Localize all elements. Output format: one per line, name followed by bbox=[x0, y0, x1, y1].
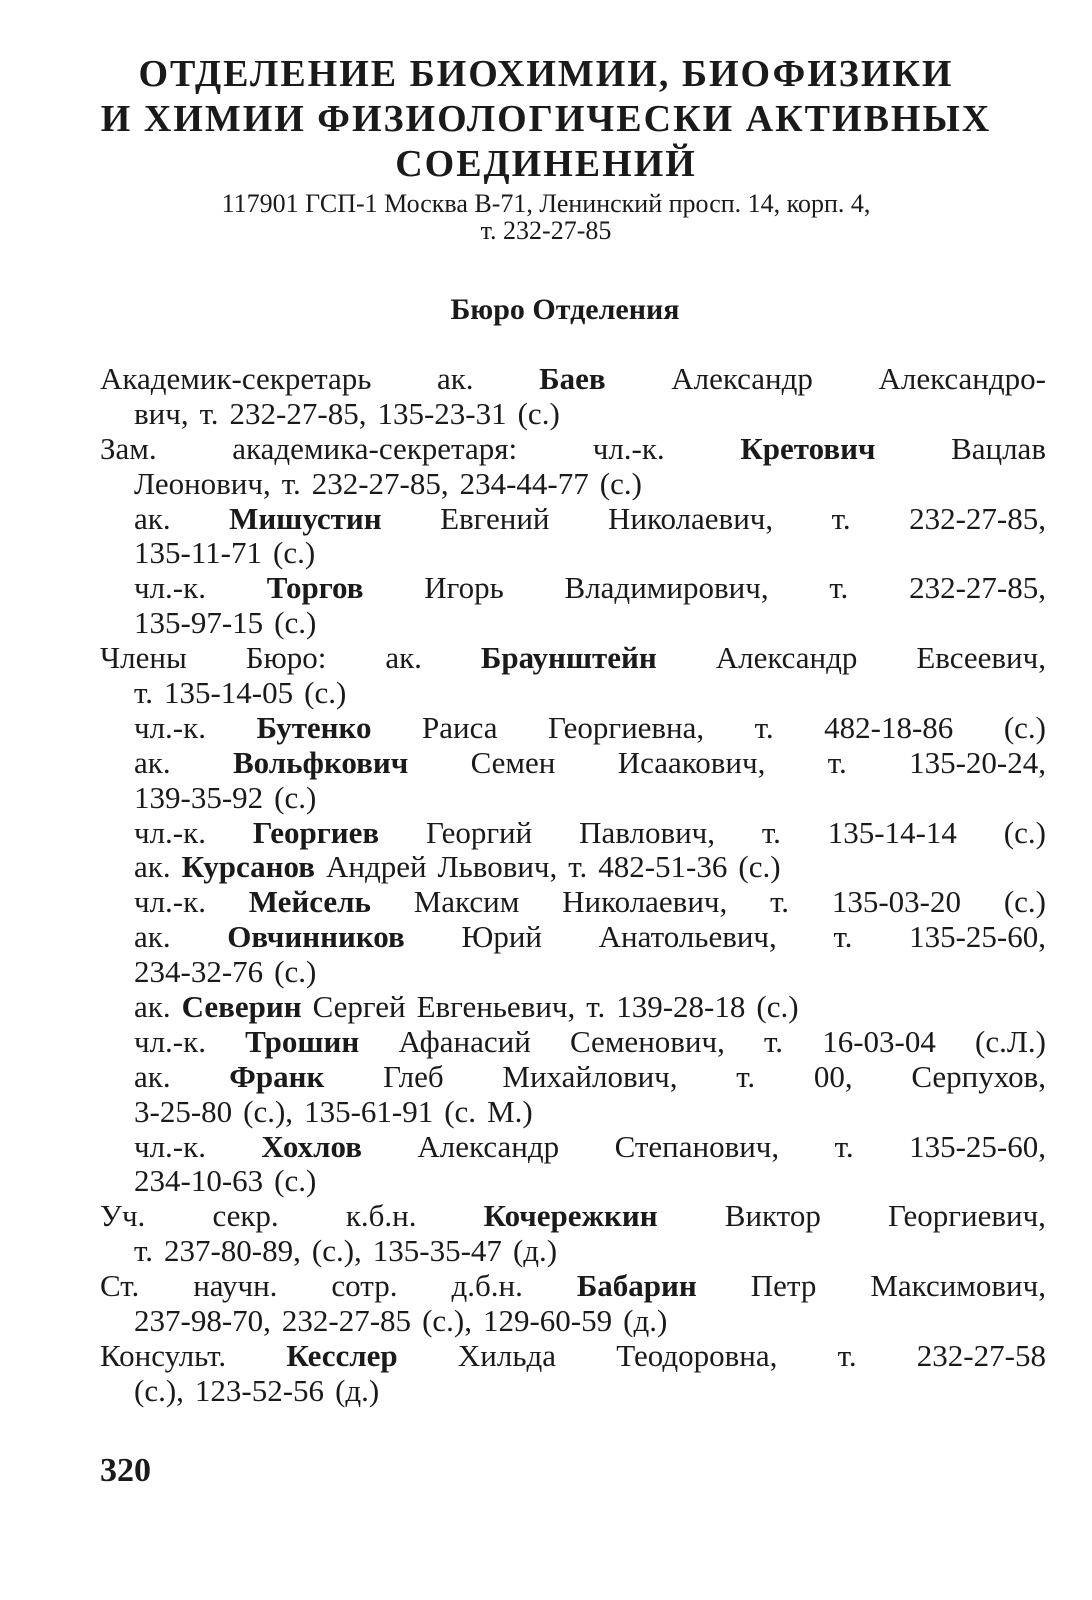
word: М.) bbox=[487, 1093, 533, 1129]
text-line bbox=[100, 1304, 1046, 1339]
person-surname: Франк bbox=[229, 1058, 325, 1094]
person-surname: Кочережкин bbox=[483, 1198, 658, 1234]
person-surname: Мишустин bbox=[229, 500, 382, 536]
text-line bbox=[100, 746, 1046, 781]
word: Раиса bbox=[422, 709, 498, 745]
word: (с.), bbox=[134, 1372, 184, 1408]
word: Семенович, bbox=[570, 1023, 725, 1059]
word: чл.-к. bbox=[134, 884, 206, 920]
word: ак. bbox=[134, 744, 171, 780]
text-line bbox=[100, 467, 1046, 502]
word: Академик-секретарь bbox=[100, 361, 372, 396]
word: чл.-к. bbox=[134, 709, 206, 745]
word: Глеб bbox=[383, 1058, 444, 1094]
word: Семен bbox=[470, 744, 556, 780]
word: Леонович, bbox=[134, 465, 271, 501]
word: Консульт. bbox=[100, 1337, 227, 1373]
word: секр. bbox=[212, 1198, 279, 1234]
word: т. bbox=[134, 675, 153, 711]
title-line: ОТДЕЛЕНИЕ БИОХИМИИ, БИОФИЗИКИ bbox=[138, 53, 954, 95]
word: Исаакович, bbox=[617, 744, 766, 780]
word: 135-14-05 bbox=[163, 675, 294, 711]
text-line bbox=[100, 397, 1046, 432]
word: Зам. bbox=[100, 430, 157, 466]
page-number: 320 bbox=[100, 1452, 151, 1489]
address-line: т. 232-27-85 bbox=[480, 216, 612, 245]
word: 234-32-76 bbox=[134, 954, 264, 990]
word: 135-25-60, bbox=[909, 919, 1046, 955]
address-line: 117901 ГСП-1 Москва В-71, Ленинский просп. 14, корп. 4, bbox=[221, 189, 871, 218]
word: чл.-к. bbox=[134, 1128, 206, 1164]
word: Георгиевич, bbox=[887, 1198, 1046, 1234]
word: (с.) bbox=[274, 779, 317, 815]
word: т. bbox=[764, 1023, 784, 1059]
text-line bbox=[100, 711, 1046, 746]
word: 129-60-59 bbox=[482, 1303, 613, 1339]
entries-list bbox=[100, 362, 1046, 1409]
person-surname: Вольфкович bbox=[232, 744, 409, 780]
word: (д.) bbox=[512, 1233, 558, 1269]
word: т. bbox=[827, 744, 847, 780]
word: (с.) bbox=[304, 675, 347, 711]
word: вич, bbox=[134, 395, 189, 431]
text-line bbox=[100, 1025, 1046, 1060]
word: Евгений bbox=[440, 500, 550, 536]
word: Михайлович, bbox=[502, 1058, 678, 1094]
text-line bbox=[100, 1234, 1046, 1269]
word: ак. bbox=[134, 989, 171, 1025]
word: 16-03-04 bbox=[822, 1023, 936, 1059]
word: 232-27-58 bbox=[916, 1337, 1046, 1373]
section-heading: Бюро Отделения bbox=[450, 293, 680, 326]
word: Афанасий bbox=[398, 1023, 531, 1059]
word: чл.-к. bbox=[592, 430, 665, 466]
word: (с.) bbox=[1003, 814, 1046, 850]
word: ак. bbox=[436, 361, 474, 396]
word: (с.), bbox=[311, 1233, 362, 1269]
word: 139-35-92 bbox=[134, 779, 264, 815]
word: Игорь bbox=[424, 570, 504, 606]
text-line bbox=[100, 432, 1046, 467]
title-line: СОЕДИНЕНИЙ bbox=[395, 143, 697, 185]
word: ак. bbox=[385, 640, 422, 676]
word: 135-20-24, bbox=[909, 744, 1046, 780]
text-line bbox=[100, 606, 1046, 641]
word: Петр bbox=[750, 1268, 817, 1304]
text-line bbox=[100, 571, 1046, 606]
word: т. bbox=[586, 989, 606, 1025]
word: Степанович, bbox=[614, 1128, 780, 1164]
page-title bbox=[0, 52, 1092, 187]
address-block bbox=[0, 190, 1092, 244]
word: Бюро: bbox=[245, 640, 327, 676]
word: академика-секретаря: bbox=[232, 430, 518, 466]
word: т. bbox=[281, 465, 301, 501]
word: 135-03-20 bbox=[831, 884, 962, 920]
word: чл.-к. bbox=[134, 1023, 206, 1059]
text-line bbox=[100, 362, 1046, 397]
word: Серпухов, bbox=[911, 1058, 1046, 1094]
word: (с.) bbox=[274, 605, 317, 641]
word: Александро- bbox=[878, 361, 1046, 396]
word: к.б.н. bbox=[345, 1198, 417, 1234]
word: 232-27-85 bbox=[281, 1303, 412, 1339]
word: 135-11-71 bbox=[134, 535, 262, 571]
word: 237-98-70, bbox=[134, 1303, 271, 1339]
word: (с.) bbox=[274, 954, 317, 990]
word: Члены bbox=[100, 640, 187, 676]
text-line bbox=[100, 850, 1046, 885]
word: чл.-к. bbox=[134, 814, 206, 850]
word: сотр. bbox=[331, 1268, 398, 1304]
word: 482-51-36 bbox=[598, 849, 728, 885]
person-surname: Бабарин bbox=[576, 1268, 697, 1304]
word: Уч. bbox=[100, 1198, 146, 1234]
word: Максимович, bbox=[870, 1268, 1046, 1304]
word: Георгиевна, bbox=[548, 709, 705, 745]
text-line bbox=[100, 990, 1046, 1025]
person-surname: Георгиев bbox=[252, 814, 380, 850]
word: (д.) bbox=[623, 1303, 668, 1339]
word: т. bbox=[831, 500, 851, 536]
word: Юрий bbox=[461, 919, 542, 955]
word: Львович, bbox=[437, 849, 558, 885]
word: (с.) bbox=[1003, 884, 1046, 920]
word: 482-18-86 bbox=[824, 709, 954, 745]
word: (с.) bbox=[517, 395, 560, 431]
text-line bbox=[100, 1060, 1046, 1095]
person-surname: Трошин bbox=[245, 1023, 360, 1059]
word: Георгий bbox=[426, 814, 533, 850]
word: 135-97-15 bbox=[134, 605, 264, 641]
word: Андрей bbox=[326, 849, 427, 885]
person-surname: Овчинников bbox=[227, 919, 405, 955]
text-line bbox=[100, 536, 1046, 571]
word: т. bbox=[568, 849, 588, 885]
text-line bbox=[100, 816, 1046, 851]
person-surname: Курсанов bbox=[181, 849, 315, 885]
text-line bbox=[100, 885, 1046, 920]
word: чл.-к. bbox=[134, 570, 206, 606]
word: Ст. bbox=[100, 1268, 140, 1304]
text-line bbox=[100, 676, 1046, 711]
text-line bbox=[100, 1164, 1046, 1199]
word: научн. bbox=[193, 1268, 278, 1304]
word: 232-27-85, bbox=[909, 570, 1046, 606]
word: Евгеньевич, bbox=[416, 989, 576, 1025]
text-line bbox=[100, 781, 1046, 816]
word: ак. bbox=[134, 919, 171, 955]
person-surname: Хохлов bbox=[261, 1128, 362, 1164]
word: (с.) bbox=[1003, 709, 1046, 745]
word: т. bbox=[837, 1337, 857, 1373]
text-line bbox=[100, 1199, 1046, 1234]
person-surname: Северин bbox=[181, 989, 302, 1025]
word: Хильда bbox=[457, 1337, 557, 1373]
word: 232-27-85, bbox=[909, 500, 1046, 536]
word: Александр bbox=[715, 640, 858, 676]
word: 135-23-31 bbox=[377, 395, 507, 431]
word: Александр bbox=[671, 361, 813, 396]
word: (с.Л.) bbox=[975, 1023, 1046, 1059]
person-surname: Браунштейн bbox=[480, 640, 657, 676]
word: (с.) bbox=[599, 465, 642, 501]
word: 3-25-80 bbox=[134, 1093, 233, 1129]
word: (д.) bbox=[335, 1372, 380, 1408]
word: 237-80-89, bbox=[163, 1233, 301, 1269]
word: ак. bbox=[134, 500, 171, 536]
text-line bbox=[100, 920, 1046, 955]
word: Павлович, bbox=[579, 814, 716, 850]
text-line bbox=[100, 1339, 1046, 1374]
word: Николаевич, bbox=[608, 500, 774, 536]
word: 123-52-56 bbox=[194, 1372, 325, 1408]
word: 234-10-63 bbox=[134, 1163, 264, 1199]
word: т. bbox=[833, 919, 853, 955]
text-line bbox=[100, 1095, 1046, 1130]
person-surname: Торгов bbox=[266, 570, 364, 606]
title-line: И ХИМИИ ФИЗИОЛОГИЧЕСКИ АКТИВНЫХ bbox=[100, 98, 992, 140]
word: (с.), bbox=[243, 1093, 294, 1129]
word: Евсеевич, bbox=[916, 640, 1046, 676]
person-surname: Кесслер bbox=[286, 1337, 398, 1373]
word: т. bbox=[770, 884, 790, 920]
word: т. bbox=[829, 570, 849, 606]
word: ак. bbox=[134, 849, 171, 885]
word: д.б.н. bbox=[451, 1268, 523, 1304]
text-line bbox=[100, 1130, 1046, 1165]
word: т. bbox=[761, 814, 781, 850]
text-line bbox=[100, 1269, 1046, 1304]
person-surname: Мейсель bbox=[248, 884, 371, 920]
word: т. bbox=[834, 1128, 854, 1164]
word: Владимирович, bbox=[564, 570, 769, 606]
word: 232-27-85, bbox=[311, 465, 449, 501]
word: т. bbox=[134, 1233, 153, 1269]
word: Виктор bbox=[724, 1198, 821, 1234]
word: Вацлав bbox=[951, 430, 1046, 466]
word: Николаевич, bbox=[562, 884, 728, 920]
word: (с. bbox=[444, 1093, 477, 1129]
word: (с.), bbox=[422, 1303, 472, 1339]
word: 232-27-85, bbox=[229, 395, 367, 431]
word: т. bbox=[754, 709, 774, 745]
word: т. bbox=[736, 1058, 756, 1094]
person-surname: Баев bbox=[539, 361, 606, 396]
word: (с.) bbox=[756, 989, 799, 1025]
word: 139-28-18 bbox=[616, 989, 746, 1025]
word: 135-25-60, bbox=[909, 1128, 1046, 1164]
word: 135-14-14 bbox=[827, 814, 957, 850]
word: т. bbox=[199, 395, 219, 431]
text-line bbox=[100, 502, 1046, 537]
word: 135-35-47 bbox=[372, 1233, 502, 1269]
word: (с.) bbox=[273, 535, 316, 571]
word: (с.) bbox=[738, 849, 781, 885]
word: Сергей bbox=[312, 989, 406, 1025]
person-surname: Кретович bbox=[740, 430, 876, 466]
text-line bbox=[100, 955, 1046, 990]
text-line bbox=[100, 641, 1046, 676]
word: Анатольевич, bbox=[598, 919, 777, 955]
text-line bbox=[100, 1374, 1046, 1409]
word: Максим bbox=[413, 884, 520, 920]
word: (с.) bbox=[274, 1163, 317, 1199]
person-surname: Бутенко bbox=[256, 709, 372, 745]
word: ак. bbox=[134, 1058, 171, 1094]
word: 135-61-91 bbox=[304, 1093, 434, 1129]
word: Александр bbox=[417, 1128, 560, 1164]
word: 00, bbox=[813, 1058, 853, 1094]
word: 234-44-77 bbox=[459, 465, 589, 501]
word: Теодоровна, bbox=[616, 1337, 778, 1373]
